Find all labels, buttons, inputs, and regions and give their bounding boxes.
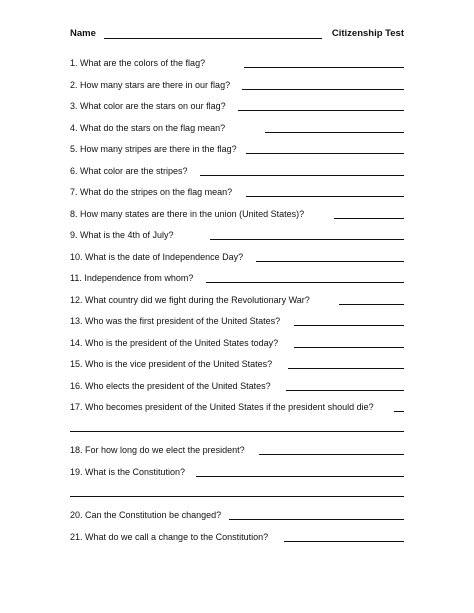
answer-blank-line	[242, 89, 404, 90]
question-text: 11. Independence from whom?	[70, 273, 194, 283]
question-text: 19. What is the Constitution?	[70, 466, 186, 477]
question-text: 14. Who is the president of the United States today?	[70, 337, 279, 348]
answer-blank-line	[244, 67, 404, 68]
answer-blank-line	[339, 304, 404, 305]
answer-blank-line	[229, 519, 404, 520]
question-item	[70, 294, 404, 308]
answer-blank-line	[210, 239, 404, 240]
question-text: 15. Who is the vice president of the United States?	[70, 359, 273, 369]
question-item	[70, 401, 404, 415]
answer-blank-line	[259, 454, 404, 455]
question-item	[70, 315, 404, 329]
question-text: 20. Can the Constitution be changed?	[70, 510, 222, 520]
question-item	[70, 337, 404, 351]
question-text: 7. What do the stripes on the flag mean?	[70, 187, 233, 197]
question-text: 1. What are the colors of the flag?	[70, 58, 206, 68]
question-text: 3. What color are the stars on our flag?	[70, 101, 226, 111]
question-item	[70, 79, 404, 93]
question-item	[70, 251, 404, 265]
answer-blank-line	[288, 368, 404, 369]
answer-blank-line	[238, 110, 404, 111]
worksheet-title: Citizenship Test	[331, 28, 404, 39]
question-item	[70, 143, 404, 157]
answer-blank-line	[196, 476, 404, 477]
answer-continuation-line	[70, 496, 404, 497]
question-item	[70, 531, 404, 545]
question-item	[70, 380, 404, 394]
answer-blank-line	[265, 132, 404, 133]
name-label: Name	[70, 28, 96, 39]
question-item	[70, 208, 404, 222]
question-text: 21. What do we call a change to the Constitution?	[70, 531, 269, 542]
question-text: 10. What is the date of Independence Day?	[70, 251, 244, 262]
answer-blank-line	[206, 282, 404, 283]
question-text: 4. What do the stars on the flag mean?	[70, 122, 226, 133]
question-text: 2. How many stars are there in our flag?	[70, 79, 231, 90]
question-text: 13. Who was the first president of the United States?	[70, 316, 281, 326]
answer-blank-line	[200, 175, 404, 176]
answer-blank-line	[256, 261, 404, 262]
question-item	[70, 509, 404, 523]
question-text: 6. What color are the stripes?	[70, 165, 188, 176]
worksheet-header	[70, 28, 404, 42]
question-text: 16. Who elects the president of the United States?	[70, 380, 271, 391]
answer-blank-line	[294, 325, 404, 326]
answer-blank-line	[246, 153, 404, 154]
question-text: 17. Who becomes president of the United States if the president should die?	[70, 402, 374, 412]
question-item	[70, 272, 404, 286]
question-text: 8. How many states are there in the union (United States)?	[70, 208, 305, 219]
answer-continuation-line	[70, 431, 404, 432]
question-item	[70, 358, 404, 372]
answer-blank-line	[284, 541, 404, 542]
name-blank-line	[104, 38, 322, 39]
answer-blank-line	[294, 347, 404, 348]
question-text: 5. How many stripes are there in the flag?	[70, 144, 237, 154]
question-item	[70, 57, 404, 71]
question-text: 9. What is the 4th of July?	[70, 230, 174, 240]
answer-blank-line	[334, 218, 404, 219]
question-item	[70, 186, 404, 200]
question-item	[70, 229, 404, 243]
question-item	[70, 100, 404, 114]
question-item	[70, 165, 404, 179]
question-item	[70, 122, 404, 136]
question-text: 18. For how long do we elect the president?	[70, 445, 245, 455]
answer-blank-line	[286, 390, 404, 391]
question-item	[70, 466, 404, 480]
answer-blank-line	[394, 411, 404, 412]
question-item	[70, 444, 404, 458]
question-text: 12. What country did we fight during the Revolutionary War?	[70, 294, 310, 305]
answer-blank-line	[246, 196, 404, 197]
